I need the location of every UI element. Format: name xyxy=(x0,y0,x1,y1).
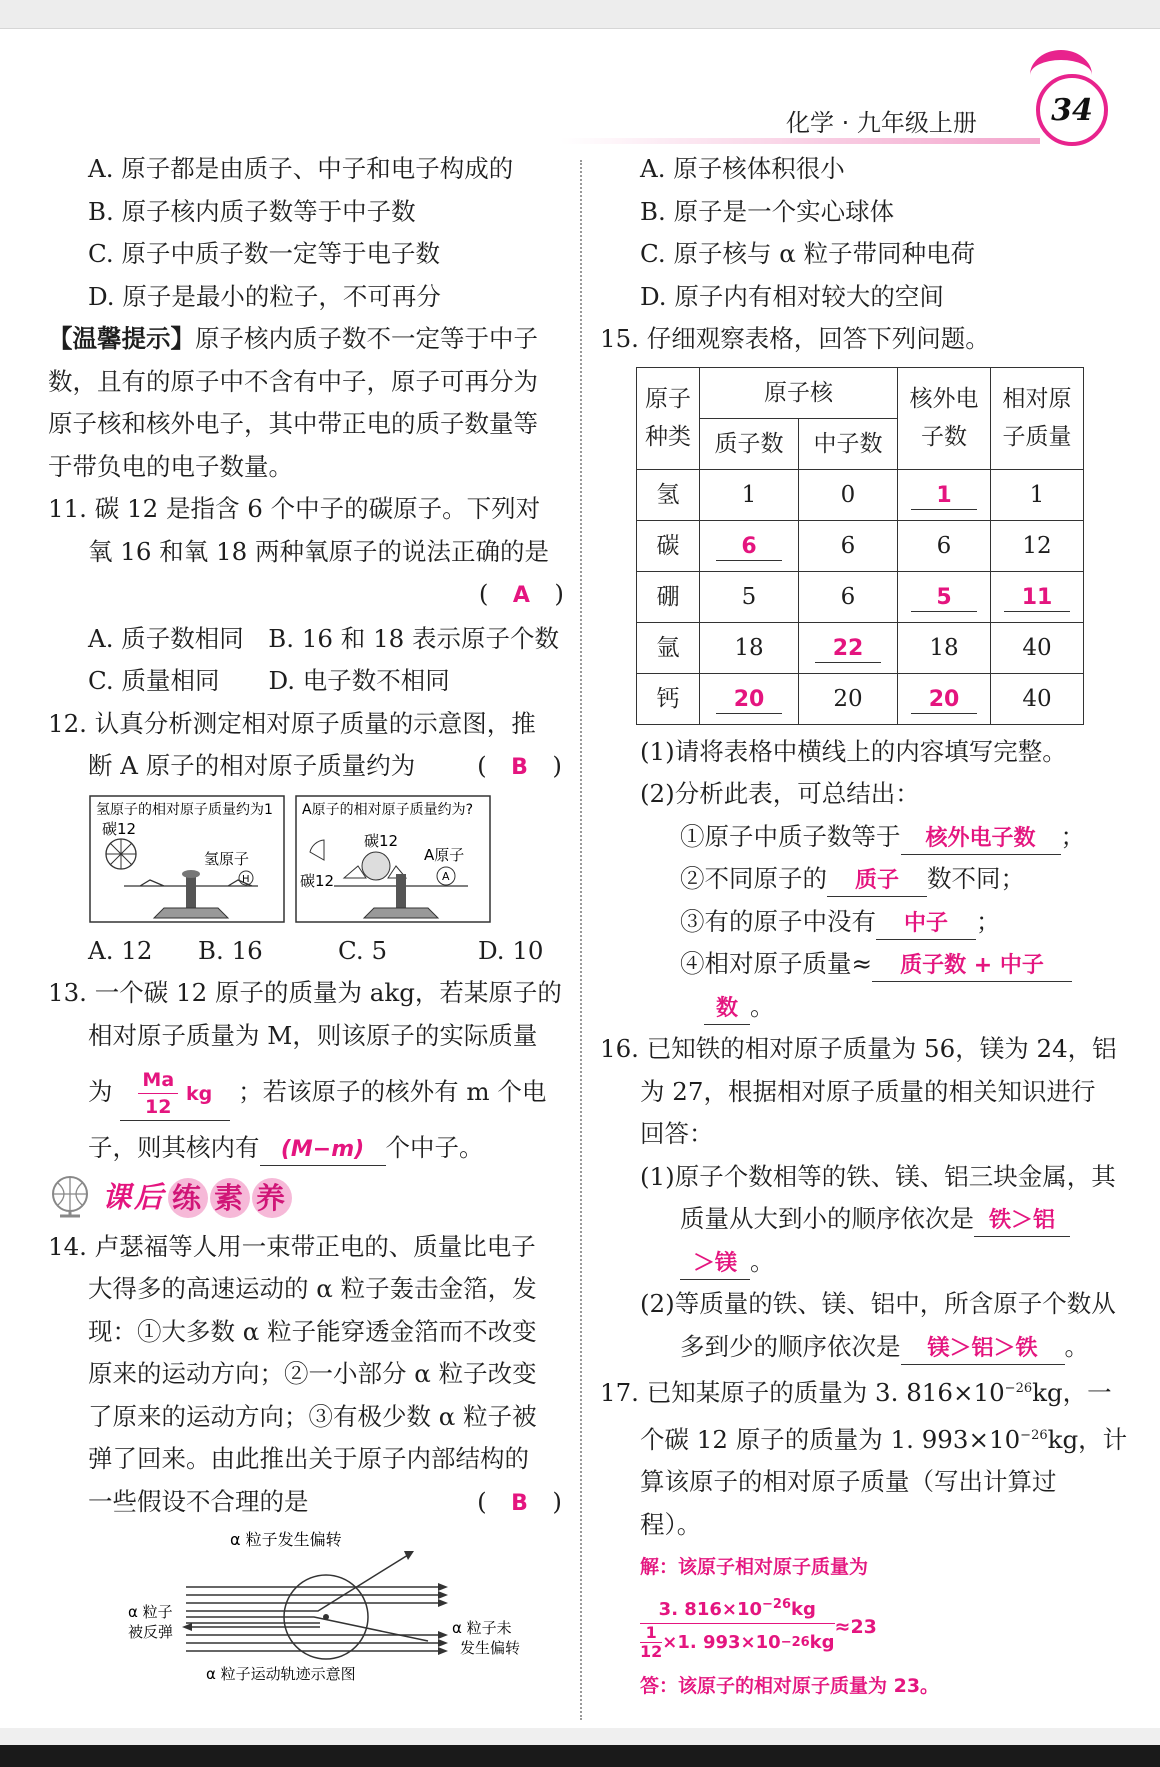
q14-line: 大得多的高速运动的 α 粒子轰击金箔，发 xyxy=(88,1274,537,1303)
q14-line: 弹了回来。由此推出关于原子内部结构的 xyxy=(88,1444,529,1473)
q16-s1-line1: (1)原子个数相等的铁、镁、铝三块金属，其 xyxy=(640,1161,1116,1191)
table-cell-m: 1 xyxy=(991,469,1084,520)
q13-line-4 xyxy=(48,1127,568,1170)
bottom-bar xyxy=(0,1745,1160,1767)
q15-c4-answer: 质子数 + 中子 xyxy=(872,951,1072,982)
table-header-mass: 相对原 子质量 xyxy=(991,367,1084,469)
q16-line: 为 27，根据相对原子质量的相关知识进行 xyxy=(640,1076,1096,1106)
top-edge xyxy=(0,0,1160,29)
header-title: 化学 · 九年级上册 xyxy=(786,109,977,137)
table-cell-m: 40 xyxy=(991,622,1084,673)
q15-sub1: (1)请将表格中横线上的内容填写完整。 xyxy=(640,736,1067,766)
q12-stem: 12. 认真分析测定相对原子质量的示意图，推 xyxy=(48,708,536,738)
filled-answer: 22 xyxy=(815,636,881,663)
fig-left-h-label: 氢原子 xyxy=(204,849,250,868)
tip-line: 原子核内质子数不一定等于中子 xyxy=(195,324,538,353)
table-cell-name: 钙 xyxy=(637,673,700,724)
q13-frac-unit: kg xyxy=(185,1083,213,1105)
q15-c3-answer: 中子 xyxy=(876,909,976,940)
table-header-nucleus: 原子核 xyxy=(700,367,898,418)
q11-options-row-2: C. 质量相同 D. 电子数不相同 xyxy=(88,666,450,695)
q17-solution-final: 答：该原子的相对原子质量为 23。 xyxy=(640,1674,940,1697)
q13-line4-pre: 子，则其核内有 xyxy=(88,1133,260,1162)
filled-answer: 11 xyxy=(1004,585,1070,612)
q17-line4: 程）。 xyxy=(640,1509,702,1539)
q15-c2: ②不同原子的 质子 数不同； xyxy=(600,858,1110,901)
fig14-left-1: α 粒子 xyxy=(128,1603,173,1621)
filled-answer: 1 xyxy=(911,483,977,510)
balance-figure xyxy=(88,790,548,930)
atom-table xyxy=(636,367,1084,725)
table-cell-e: 18 xyxy=(898,622,991,673)
fig-left-c12: 碳12 xyxy=(102,819,137,838)
q14-option-a: A. 原子核体积很小 xyxy=(640,154,845,183)
fig-right-caption: A原子的相对原子质量约为? xyxy=(302,801,474,818)
q10-option-b: B. 原子核内质子数等于中子数 xyxy=(88,196,416,226)
q14-line: 现：①大多数 α 粒子能穿透金箔而不改变 xyxy=(88,1316,537,1346)
q11-stem: 11. 碳 12 是指含 6 个中子的碳原子。下列对 xyxy=(48,494,541,523)
balance-post-left xyxy=(186,874,196,908)
section-title-a: 课后 xyxy=(102,1180,167,1215)
q12-option: A. 12 xyxy=(88,935,153,965)
q12-option: B. 16 xyxy=(198,935,263,965)
q12-answer: B xyxy=(511,755,528,780)
q17-line3: 算该原子的相对原子质量（写出计算过 xyxy=(640,1467,1057,1497)
table-cell-m xyxy=(991,571,1084,622)
page-number-badge: 34 xyxy=(1036,74,1108,146)
fig-right-a-label: A原子 xyxy=(424,845,465,864)
section-heading xyxy=(44,1170,568,1226)
q15-stem: 15. 仔细观察表格，回答下列问题。 xyxy=(600,324,990,353)
table-cell-p: 18 xyxy=(700,622,799,673)
bottom-edge xyxy=(0,1728,1160,1745)
table-cell-e: 6 xyxy=(898,520,991,571)
q14-option-d: D. 原子内有相对较大的空间 xyxy=(640,281,944,311)
q10-option-a: A. 原子都是由质子、中子和电子构成的 xyxy=(88,154,514,183)
table-row xyxy=(637,571,1084,622)
table-cell-p: 1 xyxy=(700,469,799,520)
fig14-right-1: α 粒子未 xyxy=(452,1619,512,1637)
filled-answer: 5 xyxy=(911,585,977,612)
q15-c1-answer: 核外电子数 xyxy=(901,824,1061,855)
q13-line-3 xyxy=(48,1057,568,1127)
tip-label: 【温馨提示】 xyxy=(48,324,195,353)
table-body xyxy=(637,469,1084,724)
filled-answer: 20 xyxy=(911,687,977,714)
q13-line-1: 13. 一个碳 12 原子的质量为 akg，若某原子的 xyxy=(48,978,562,1007)
q14-line: 了原来的运动方向；③有极少数 α 粒子被 xyxy=(88,1401,537,1431)
table-cell-name: 氩 xyxy=(637,622,700,673)
fig-right-c12-left: 碳12 xyxy=(300,871,335,890)
q17-line1: 17. 已知某原子的质量为 3. $816\times 10^{-26}kg$，一 xyxy=(600,1378,1112,1408)
q16-s1-line2: 质量从大到小的顺序依次是 铁＞铝 xyxy=(600,1198,1110,1241)
globe-icon xyxy=(44,1172,96,1224)
q17-frac-num: 3. $816\times 10^{-26}kg$ xyxy=(640,1592,835,1624)
atom-a-symbol: A xyxy=(442,869,450,883)
q14-last-line: 一些假设不合理的是 xyxy=(88,1486,309,1516)
q14-option-c: C. 原子核与 α 粒子带同种电荷 xyxy=(640,239,976,268)
filled-answer: 6 xyxy=(716,534,782,561)
q14-answer: B xyxy=(511,1490,528,1516)
table-cell-p xyxy=(700,520,799,571)
q15-c1: ①原子中质子数等于 核外电子数 ； xyxy=(600,816,1110,859)
q10-option-d: D. 原子是最小的粒子，不可再分 xyxy=(88,281,441,311)
fig-right-c12-top: 碳12 xyxy=(364,831,399,850)
table-header-neutrons: 中子数 xyxy=(799,418,898,469)
table-row xyxy=(637,673,1084,724)
q11-stem-2: 氧 16 和氧 18 两种氧原子的说法正确的是 xyxy=(88,536,550,566)
q14-line: 14. 卢瑟福等人用一束带正电的、质量比电子 xyxy=(48,1231,536,1261)
q12-stem-2: 断 A 原子的相对原子质量约为 xyxy=(88,751,416,780)
table-header-kind: 原子 种类 xyxy=(637,367,700,469)
table-cell-name: 碳 xyxy=(637,520,700,571)
fig14-top-label: α 粒子发生偏转 xyxy=(230,1530,342,1549)
q14-line: 原来的运动方向；②一小部分 α 粒子改变 xyxy=(88,1359,537,1388)
section-title-char: 素 xyxy=(210,1178,250,1218)
balance-base-right xyxy=(364,908,438,918)
table-cell-e xyxy=(898,673,991,724)
table-cell-m: 12 xyxy=(991,520,1084,571)
table-header-protons: 质子数 xyxy=(700,418,799,469)
q16-line: 回答： xyxy=(640,1119,714,1148)
q17-frac-den: $\frac{1}{12}$ ×1. 993×10 −26 kg xyxy=(640,1623,835,1662)
table-cell-n xyxy=(799,622,898,673)
table-cell-e xyxy=(898,571,991,622)
tip-line: 原子核和核外电子，其中带正电的质子数量等 xyxy=(48,409,538,438)
q10-option-c: C. 原子中质子数一定等于电子数 xyxy=(88,239,440,268)
q11-answer-bracket: ( A ) xyxy=(478,579,564,608)
table-cell-name: 氢 xyxy=(637,469,700,520)
table-cell-n: 6 xyxy=(799,571,898,622)
table-row xyxy=(637,520,1084,571)
q11-answer: A xyxy=(512,583,530,608)
table-row xyxy=(637,622,1084,673)
table-header-electrons: 核外电 子数 xyxy=(898,367,991,469)
table-cell-e xyxy=(898,469,991,520)
left-column xyxy=(48,148,568,1685)
tip-line: 数，且有的原子中不含有中子，原子可再分为 xyxy=(48,366,538,396)
table-cell-m: 40 xyxy=(991,673,1084,724)
table-cell-n: 6 xyxy=(799,520,898,571)
q15-sub2: (2)分析此表，可总结出： xyxy=(640,779,920,808)
q13-pre: 为 xyxy=(88,1077,113,1106)
fig14-left-2: 被反弹 xyxy=(128,1623,174,1641)
q12-options xyxy=(48,930,568,973)
table-cell-p xyxy=(700,673,799,724)
section-title-char: 练 xyxy=(168,1178,208,1218)
q14-last-line-row: 一些假设不合理的是 ( B ) xyxy=(88,1486,562,1516)
q12-option: D. 10 xyxy=(478,935,544,965)
alpha-scattering-figure xyxy=(88,1525,548,1685)
section-title-char: 养 xyxy=(252,1178,292,1218)
q13-frac-den: 12 xyxy=(145,1096,172,1118)
balance-base-left xyxy=(154,908,228,918)
q13-frac-num: Ma xyxy=(138,1067,178,1094)
q16-s2-line2: 多到少的顺序依次是 镁＞铝＞铁 。 xyxy=(600,1326,1110,1369)
q17-result: ≈23 xyxy=(834,1615,877,1638)
table-cell-p: 5 xyxy=(700,571,799,622)
q14-option-b: B. 原子是一个实心球体 xyxy=(640,196,895,226)
table-cell-name: 硼 xyxy=(637,571,700,622)
filled-answer: 20 xyxy=(716,687,782,714)
q16-s1-answer: 铁＞铝 xyxy=(974,1206,1070,1237)
table-cell-n: 0 xyxy=(799,469,898,520)
q15-c4-cont: 数 。 xyxy=(600,986,1110,1029)
q16-line: 16. 已知铁的相对原子质量为 56，镁为 24，铝 xyxy=(600,1034,1117,1063)
carbon-fraction-slice xyxy=(310,840,324,860)
fig14-caption: α 粒子运动轨迹示意图 xyxy=(206,1665,356,1683)
q15-c3: ③有的原子中没有 中子 ； xyxy=(600,901,1110,944)
q13-line4-post: 个中子。 xyxy=(385,1133,484,1162)
q17-solution-fraction xyxy=(600,1589,1110,1665)
q16-s1-answer-2: ＞镁 xyxy=(680,1249,750,1280)
carbon-12-sphere xyxy=(362,852,390,880)
fig-left-caption: 氢原子的相对原子质量约为1 xyxy=(96,801,273,818)
q13-answer-2: (M−m) xyxy=(260,1135,386,1166)
balance-top-left xyxy=(182,870,200,878)
q12-stem-2-row: 断 A 原子的相对原子质量约为 ( B ) xyxy=(88,751,562,780)
table-cell-n: 20 xyxy=(799,673,898,724)
column-divider xyxy=(580,160,582,1720)
carbon-12-segments xyxy=(106,839,136,869)
tip-line: 于带负电的电子数量。 xyxy=(48,451,293,481)
q16-s2-line1: (2)等质量的铁、镁、铝中，所含原子个数从 xyxy=(640,1289,1116,1318)
q15-c2-answer: 质子 xyxy=(827,866,927,897)
q17-solution-intro: 解：该原子相对原子质量为 xyxy=(640,1556,869,1579)
q13-line-2: 相对原子质量为 M，则该原子的实际质量 xyxy=(88,1020,538,1050)
q16-s1-line3: ＞镁 。 xyxy=(600,1241,1110,1284)
q13-post: ；若该原子的核外有 m 个电 xyxy=(238,1077,547,1106)
q12-option: C. 5 xyxy=(338,935,388,965)
q17-line2: 个碳 12 原子的质量为 1. $993\times 10^{-26}kg$，计 xyxy=(640,1424,1128,1454)
fig14-right-2: 发生偏转 xyxy=(460,1639,521,1657)
q13-answer-1 xyxy=(120,1067,230,1121)
q16-s2-answer: 镁＞铝＞铁 xyxy=(901,1334,1065,1365)
table-row xyxy=(637,469,1084,520)
header-band xyxy=(560,138,1040,144)
q15-c4-answer-2: 数 xyxy=(704,994,750,1025)
hydrogen-symbol: H xyxy=(242,873,250,885)
alpha-tracks xyxy=(186,1555,438,1651)
q15-c4: ④相对原子质量≈ 质子数 + 中子 xyxy=(600,943,1110,986)
tip-block xyxy=(48,318,568,488)
q11-options-row-1: A. 质子数相同 B. 16 和 18 表示原子个数 xyxy=(88,623,560,653)
right-column xyxy=(600,148,1128,1707)
balance-post-right xyxy=(396,874,406,908)
